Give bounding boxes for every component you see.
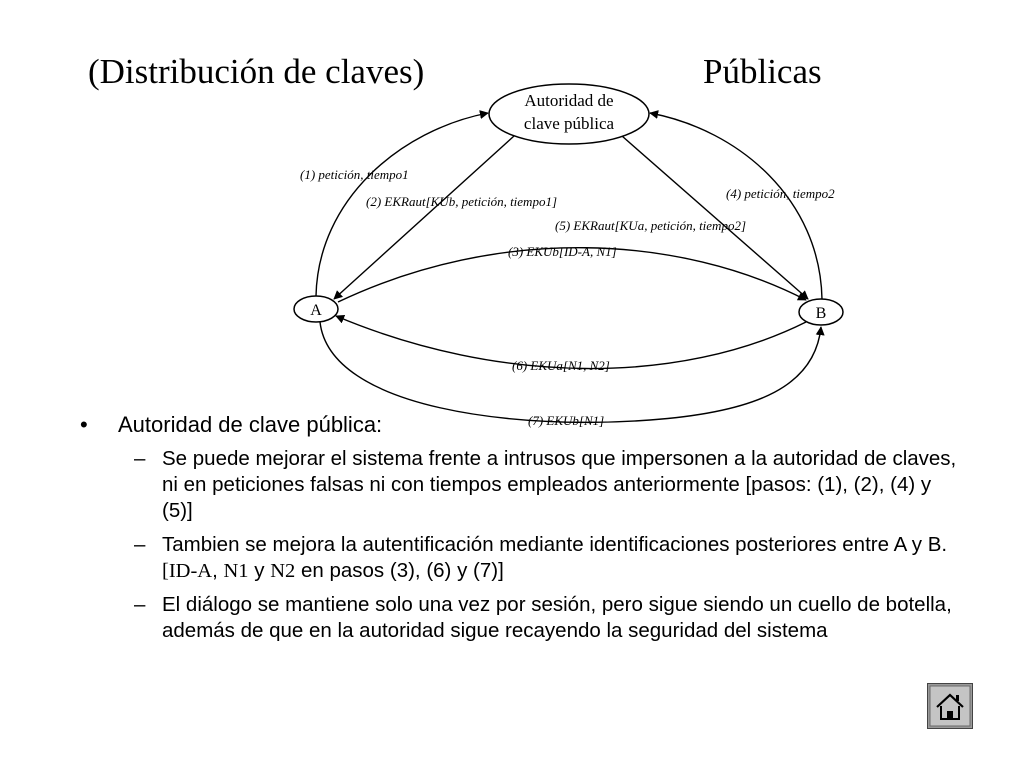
home-button[interactable] [927, 683, 973, 729]
bullet-main [80, 412, 960, 438]
label-step4: (4) petición, tiempo2 [726, 186, 835, 201]
node-a-label: A [310, 302, 322, 319]
sub-bullet-2 [134, 532, 960, 584]
authority-label-line1: Autoridad de [524, 91, 614, 110]
sub2-comma: , [212, 559, 224, 582]
label-step2: (2) EKRaut[KUb, petición, tiempo1] [366, 194, 558, 209]
sub2-y: y [248, 559, 271, 582]
sub-bullet-2-text [162, 532, 960, 584]
sub-bullet-1-text: Se puede mejorar el sistema frente a intrusos que impersonen a la autoridad de claves, ni en peticiones falsas ni con tiempos empleados anteriormente [pasos: (1), (2), (4) y (5)] [162, 447, 957, 522]
sub2-n2: N2 [270, 560, 296, 582]
dash-mark: – [134, 447, 146, 470]
arrow-step2 [334, 136, 514, 299]
bullet-main-text: Autoridad de clave pública: [118, 412, 383, 437]
authority-label-line2: clave pública [523, 114, 615, 133]
label-step7: (7) EKUb[N1] [528, 413, 605, 428]
sub-bullet-3 [134, 592, 960, 644]
sub2-part-a: Tambien se mejora la autentificación mediante identificaciones posteriores entre A y B. [162, 533, 948, 556]
label-step6: (6) EKUa[N1, N2] [512, 358, 610, 373]
sub2-n1: N1 [223, 560, 249, 582]
bullet-mark: • [80, 412, 88, 437]
sub2-ida: [ID-A [162, 560, 213, 582]
title-left: (Distribución de claves) [88, 52, 425, 91]
label-step1: (1) petición, tiempo1 [300, 167, 409, 182]
label-step5: (5) EKRaut[KUa, petición, tiempo2] [555, 218, 747, 233]
sub2-part-b: en pasos (3), (6) y (7)] [295, 559, 504, 582]
dash-mark: – [134, 533, 146, 556]
label-step3: (3) EKUb[ID-A, N1] [508, 244, 617, 259]
bullet-list [80, 412, 960, 644]
home-icon [927, 683, 973, 729]
sub-bullet-1 [134, 446, 960, 524]
node-b-label: B [815, 305, 827, 322]
dash-mark: – [134, 593, 146, 616]
sub-bullet-3-text: El diálogo se mantiene solo una vez por sesión, pero sigue siendo un cuello de botella, además de que en la autoridad sigue recayendo la seguridad del sistema [162, 593, 952, 642]
title-right: Públicas [703, 52, 822, 91]
